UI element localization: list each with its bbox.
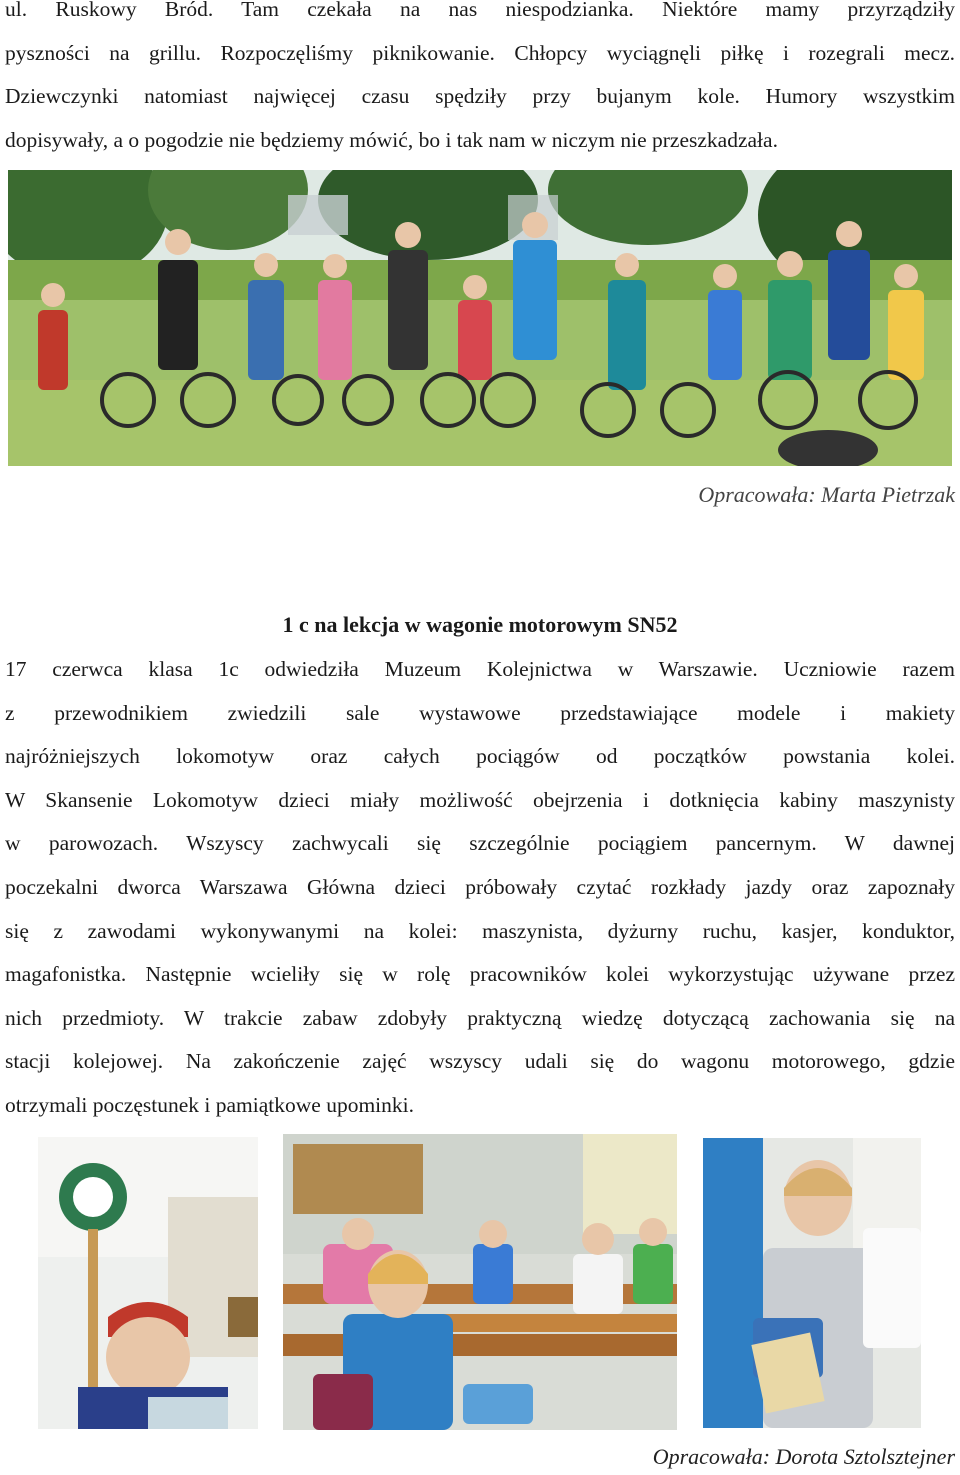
article-line: najróżniejszych lokomotyw oraz całych pociągów od początków powstania kolei. bbox=[5, 744, 955, 769]
article-line: stacji kolejowej. Na zakończenie zajęć wszyscy udali się do wagonu motorowego, gdzie bbox=[5, 1049, 955, 1074]
article-line: 17 czerwca klasa 1c odwiedziła Muzeum Kolejnictwa w Warszawie. Uczniowie razem bbox=[5, 657, 955, 681]
article-heading: 1 c na lekcja w wagonie motorowym SN52 bbox=[282, 612, 678, 637]
photo-boy-with-ticket bbox=[703, 1138, 921, 1428]
article-line: otrzymali poczęstunek i pamiątkowe upominki. bbox=[5, 1092, 414, 1117]
intro-line: pyszności na grillu. Rozpoczęliśmy piknikowanie. Chłopcy wyciągnęli piłkę i rozegrali mecz. bbox=[5, 40, 955, 65]
article-paragraph bbox=[5, 648, 955, 1128]
photo-boy-with-signal-paddle bbox=[38, 1137, 258, 1429]
article-line: z przewodnikiem zwiedzili sale wystawowe przedstawiające modele i makiety bbox=[5, 700, 955, 725]
intro-line: ul. Ruskowy Bród. Tam czekała na nas niespodzianka. Niektóre mamy przyrządziły bbox=[5, 0, 955, 21]
article-line: poczekalni dworca Warszawa Główna dzieci próbowały czytać rozkłady jazdy oraz zapoznały bbox=[5, 874, 955, 899]
article-line: nich przedmioty. W trakcie zabaw zdobyły praktyczną wiedzę dotyczącą zachowania się na bbox=[5, 1005, 955, 1030]
article-line: w parowozach. Wszyscy zachwycali się szczególnie pociągiem pancernym. W dawnej bbox=[5, 831, 955, 856]
signature-marta-pietrzak: Opracowała: Marta Pietrzak bbox=[698, 482, 955, 507]
signature-dorota-sztolsztejner: Opracowała: Dorota Sztolsztejner bbox=[652, 1444, 955, 1469]
photo-children-on-train-benches bbox=[283, 1134, 677, 1430]
article-line: się z zawodami wykonywanymi na kolei: maszynista, dyżurny ruchu, kasjer, konduktor, bbox=[5, 918, 955, 943]
intro-line: dopisywały, a o pogodzie nie będziemy mówić, bo i tak nam w niczym nie przeszkadzała. bbox=[5, 127, 778, 152]
photo-bike-trip-group bbox=[8, 170, 952, 466]
article-line: magafonistka. Następnie wcieliły się w rolę pracowników kolei wykorzystując używane przez bbox=[5, 962, 955, 987]
intro-line: Dziewczynki natomiast najwięcej czasu spędziły przy bujanym kole. Humory wszystkim bbox=[5, 84, 955, 109]
intro-paragraph bbox=[5, 0, 955, 162]
article-line: W Skansenie Lokomotyw dzieci miały możliwość obejrzenia i dotknięcia kabiny maszynisty bbox=[5, 787, 955, 812]
